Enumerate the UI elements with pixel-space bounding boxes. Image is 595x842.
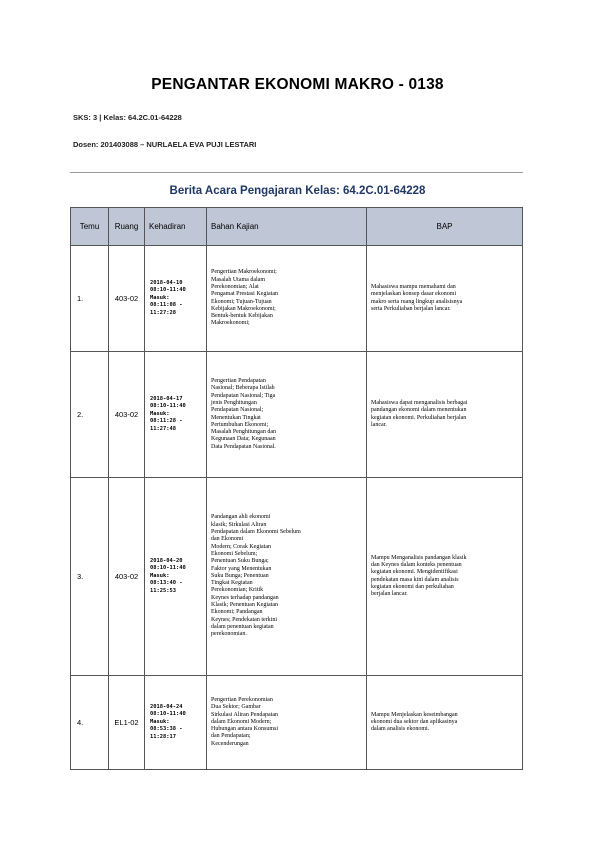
bahan-line: Perekonomian; Kritik (211, 587, 264, 594)
cell-bahan (207, 246, 367, 352)
bahan-line: Hubungan antara Konsumsi (211, 726, 278, 733)
bahan-line: Makroekonomi; (211, 320, 250, 327)
cell-bap (367, 676, 523, 770)
bap-line: makro serta ruang lingkup analisisnya (371, 298, 463, 305)
bap-line: ekonomi dua sektor dan aplikasinya (371, 718, 458, 725)
bahan-line: dalam Ekonomi Modern; (211, 718, 272, 725)
cell-kehadiran (145, 478, 207, 676)
bap-line: menjelaskan konsep dasar ekonomi (371, 291, 457, 298)
kehadiran-line: 2018-04-20 (150, 557, 183, 564)
bap-line: berjalan lancar. (371, 591, 408, 598)
bahan-line: Masalah Penghitungan dan (211, 429, 276, 436)
header-temu: Temu (71, 208, 109, 246)
bahan-line: Keynes; Pendekatan terkini (211, 616, 277, 623)
cell-kehadiran (145, 352, 207, 478)
kehadiran-line: 2018-04-17 (150, 395, 183, 402)
bahan-line: Menentukan Tingkat (211, 414, 261, 421)
cell-kehadiran (145, 676, 207, 770)
bahan-line: Data Pendapatan Nasional. (211, 443, 276, 450)
kehadiran-line: Masuk: (150, 718, 170, 725)
kehadiran-line: 08:10-11:40 (150, 565, 186, 572)
cell-ruang: EL1-02 (109, 676, 145, 770)
bahan-line: Nasional; Beberapa Istilah (211, 385, 275, 392)
bahan-line: Pendapatan Nasional; Tiga (211, 392, 276, 399)
bahan-line: Kebijakan Makroekonomi; (211, 305, 276, 312)
divider (70, 172, 523, 173)
cell-ruang: 403-02 (109, 478, 145, 676)
cell-bahan (207, 676, 367, 770)
kehadiran-line: 11:25:53 (150, 587, 176, 594)
bahan-line: Suku Bunga; Penentuan (211, 572, 269, 579)
bahan-line: Ekonomi; Pandangan (211, 609, 263, 616)
cell-bap (367, 352, 523, 478)
bahan-line: Keynes terhadap pandangan (211, 594, 279, 601)
bahan-line: Ekonomi Sebelum; (211, 550, 258, 557)
bahan-line: dan Pendapatan; (211, 733, 251, 740)
bap-line: pendekatan masa kini dalam analisis (371, 576, 459, 583)
cell-bahan (207, 478, 367, 676)
kehadiran-line: 08:11:08 - (150, 302, 183, 309)
bap-line: pandangan ekonomi dalam menentukan (371, 407, 467, 414)
page-title: PENGANTAR EKONOMI MAKRO - 0138 (151, 76, 444, 93)
bahan-line: Pengertian Perekonomian (211, 696, 273, 703)
bahan-line: Masalah Utama dalam (211, 276, 265, 283)
kehadiran-line: 08:13:40 - (150, 580, 183, 587)
bahan-line: perekonomian. (211, 631, 247, 638)
header-kehadiran: Kehadiran (145, 208, 207, 246)
bahan-line: Pandangan ahli ekonomi (211, 514, 271, 521)
bahan-line: Pendapatan dalam Ekonomi Sebelum (211, 529, 301, 536)
bap-line: lancar. (371, 421, 387, 428)
kehadiran-line: 11:27:48 (150, 425, 176, 432)
bahan-line: Kegunaan Data; Kegunaan (211, 436, 276, 443)
bahan-line: Faktor yang Menentukan (211, 565, 272, 572)
bahan-line: Kecenderungan (211, 740, 249, 747)
bap-line: kegiatan ekonomi. Mengidentifikasi (371, 569, 458, 576)
section-title: Berita Acara Pengajaran Kelas: 64.2C.01-64228 (169, 185, 426, 197)
bap-line: serta Perkuliahan berjalan lancar. (371, 305, 451, 312)
bahan-line: Dua Sektor; Gambar (211, 704, 261, 711)
bahan-line: Pengertian Pendapatan (211, 378, 266, 385)
cell-ruang: 403-02 (109, 246, 145, 352)
lecturer-info: Dosen: 201403088 – NURLAELA EVA PUJI LESTARI (73, 140, 257, 149)
kehadiran-line: 11:28:17 (150, 733, 176, 740)
bahan-line: Tingkat Kegiatan (211, 580, 253, 587)
bahan-line: Penentuan Suku Bunga; (211, 558, 269, 565)
bahan-line: Klasik; Penentuan Kegiatan (211, 602, 278, 609)
kehadiran-line: Masuk: (150, 572, 170, 579)
bap-line: Mampu Menjelaskan keseimbangan (371, 711, 458, 718)
bahan-line: Perekonomian; Alat (211, 283, 259, 290)
bahan-line: dan Ekonomi (211, 536, 244, 543)
header-bap: BAP (367, 208, 523, 246)
bahan-line: jenis Penghitungan (211, 399, 257, 406)
bahan-line: Modern; Corak Kegiatan (211, 543, 271, 550)
bap-line: kegiatan ekonomi dan perkuliahan (371, 583, 454, 590)
bap-line: Mahasiswa mampu memahami dan (371, 283, 456, 290)
cell-temu: 1. (71, 246, 109, 352)
table-row (71, 478, 523, 676)
kehadiran-line: 11:27:28 (150, 309, 176, 316)
kehadiran-line: Masuk: (150, 294, 170, 301)
bahan-line: Pengamat Prestasi Kegiatan (211, 291, 278, 298)
kehadiran-line: 08:10-11:40 (150, 403, 186, 410)
bap-line: dan Keynes dalam konteks penentuan (371, 561, 462, 568)
cell-bahan (207, 352, 367, 478)
bahan-line: Sirkulasi Aliran Pendapatan (211, 711, 278, 718)
header-bahan-kajian: Bahan Kajian (207, 208, 367, 246)
bahan-line: Pengertian Makroekonomi; (211, 269, 277, 276)
bap-line: dalam analisis ekonomi. (371, 726, 430, 733)
table-header-row (71, 208, 523, 246)
kehadiran-line: 2018-04-10 (150, 279, 183, 286)
cell-temu: 4. (71, 676, 109, 770)
bahan-line: Ekonomi; Tujuan-Tujuan (211, 298, 272, 305)
kehadiran-line: 08:53:38 - (150, 726, 183, 733)
bahan-line: Pendapatan Nasional; (211, 407, 264, 414)
bap-table (70, 207, 523, 770)
course-info: SKS: 3 | Kelas: 64.2C.01-64228 (73, 113, 182, 122)
kehadiran-line: Masuk: (150, 410, 170, 417)
bap-line: kegiatan ekonomi. Perkuliahan berjalan (371, 414, 467, 421)
bap-line: Mampu Menganalisis pandangan klasik (371, 554, 467, 561)
kehadiran-line: 08:11:28 - (150, 418, 183, 425)
bap-line: Mahasiswa dapat menganalisis berbagai (371, 399, 468, 406)
bahan-line: Bentuk-bentuk Kebijakan (211, 313, 273, 320)
header-ruang: Ruang (109, 208, 145, 246)
bahan-line: dalam penentuan kegiatan (211, 623, 274, 630)
cell-temu: 3. (71, 478, 109, 676)
bahan-line: klasik; Sirkulasi Aliran (211, 521, 267, 528)
kehadiran-line: 08:10-11:40 (150, 711, 186, 718)
cell-bap (367, 478, 523, 676)
kehadiran-line: 08:10-11:40 (150, 287, 186, 294)
cell-bap (367, 246, 523, 352)
kehadiran-line: 2018-04-24 (150, 703, 183, 710)
table-row (71, 246, 523, 352)
table-row (71, 676, 523, 770)
bahan-line: Pertumbuhan Ekonomi; (211, 421, 269, 428)
cell-temu: 2. (71, 352, 109, 478)
cell-ruang: 403-02 (109, 352, 145, 478)
table-row (71, 352, 523, 478)
cell-kehadiran (145, 246, 207, 352)
